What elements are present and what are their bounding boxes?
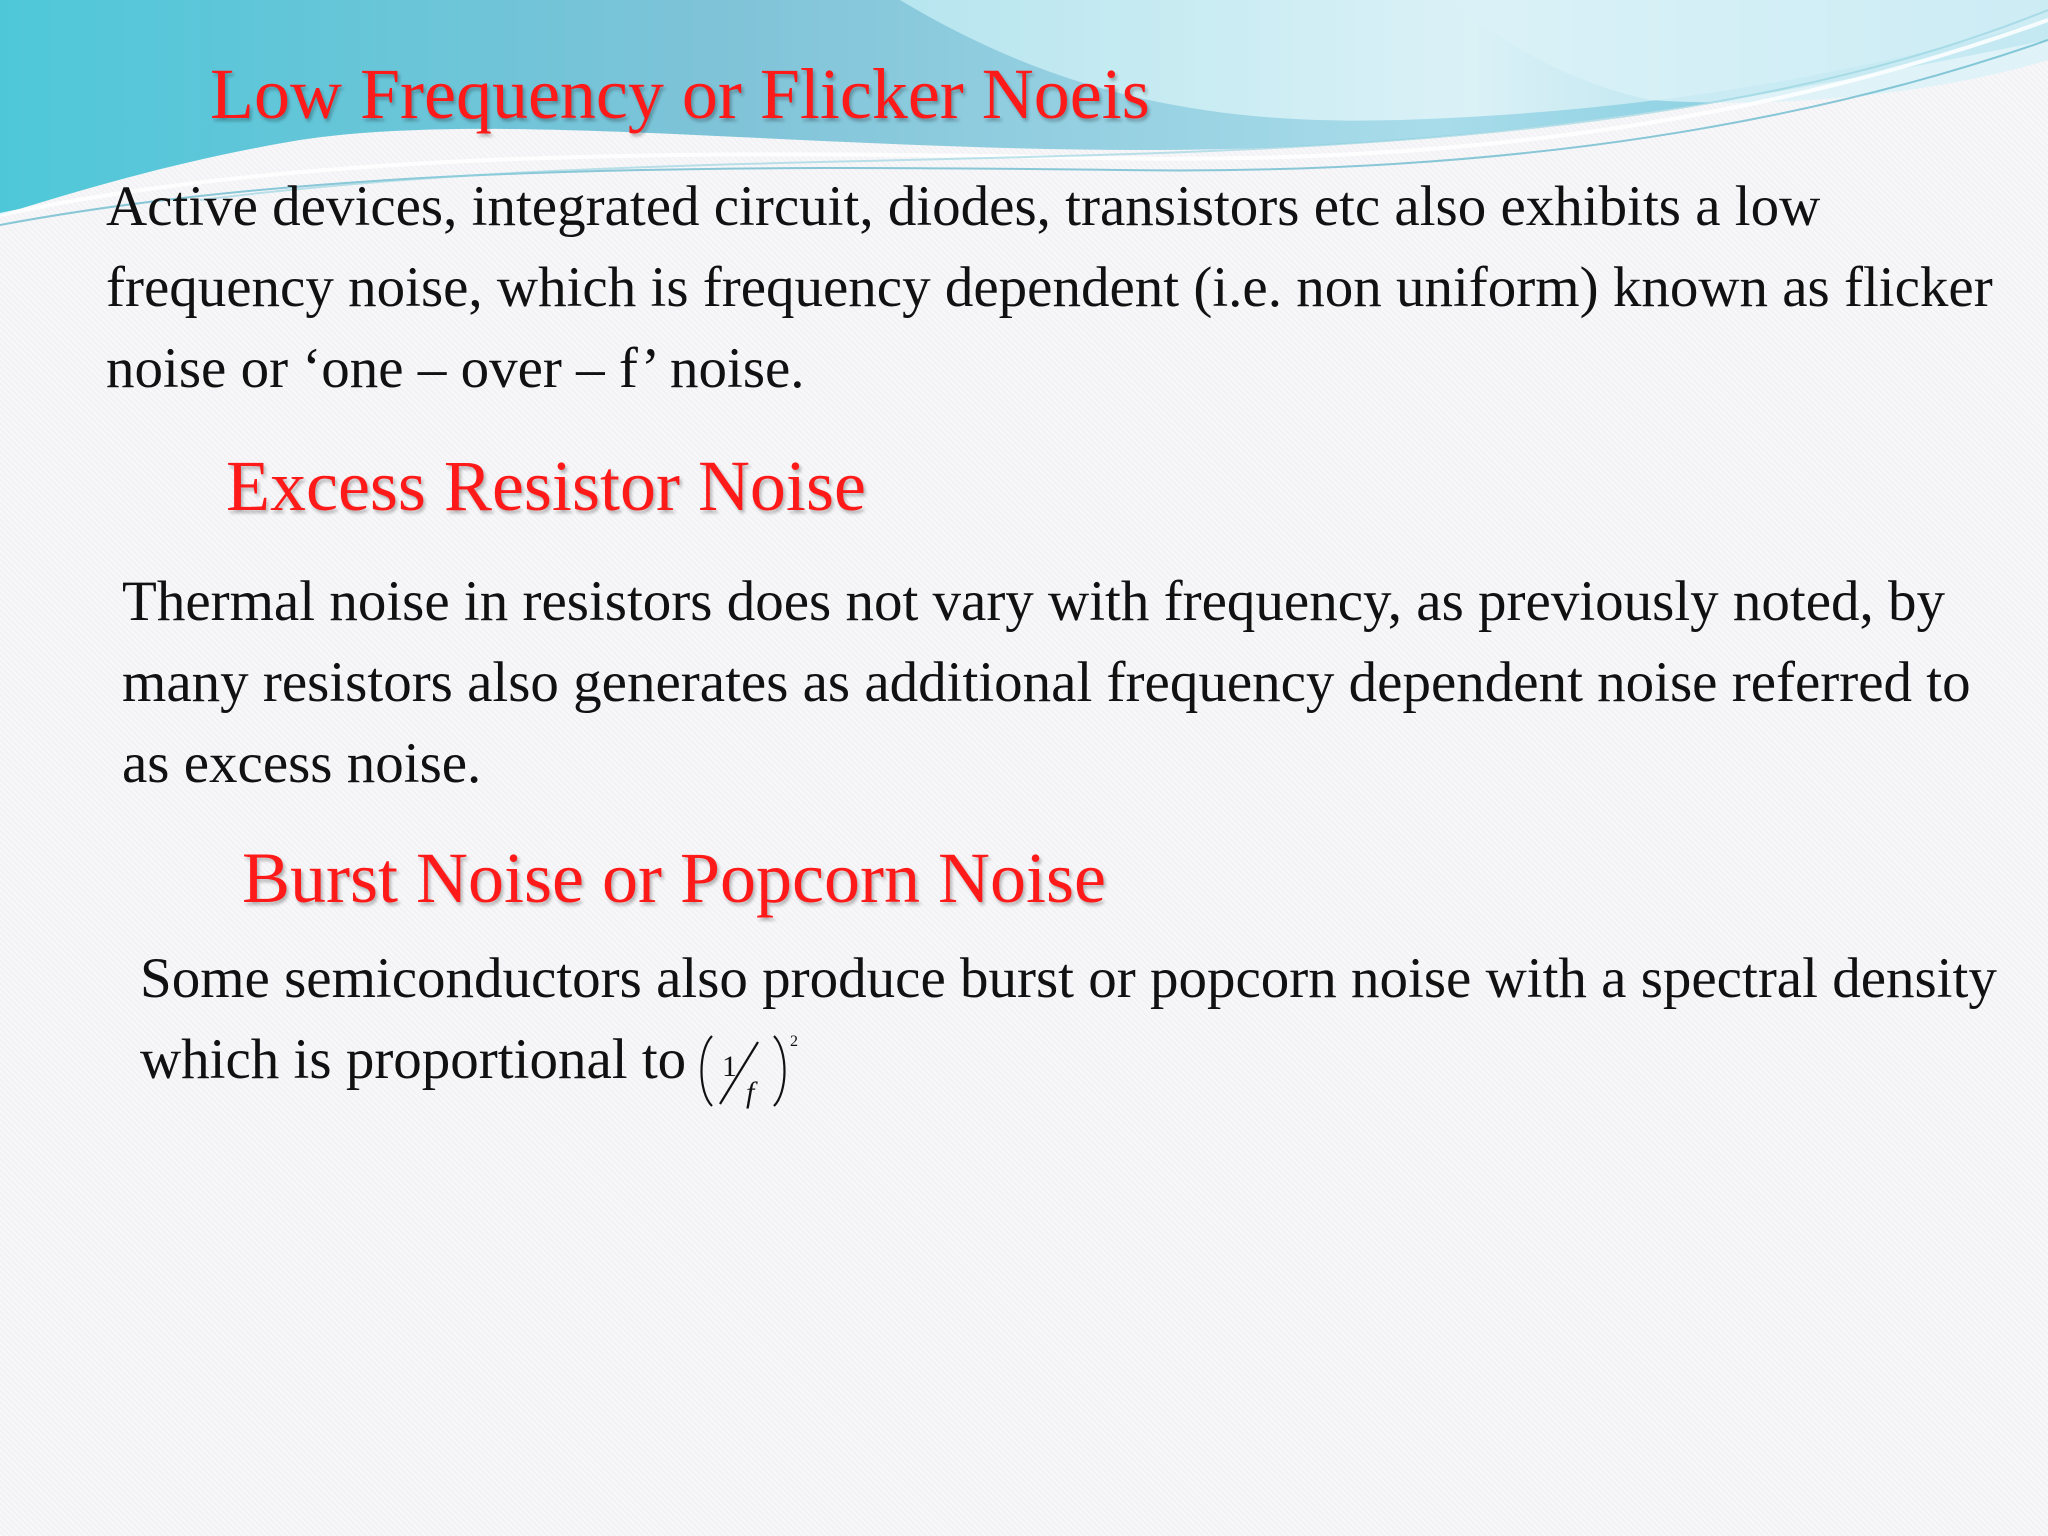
burst-noise-text: Some semiconductors also produce burst or popcorn noise with a spectral density which is proportional to (140, 947, 1997, 1091)
formula-denominator: f (746, 1076, 755, 1109)
formula-numerator: 1 (722, 1050, 738, 1083)
left-paren (702, 1036, 713, 1106)
right-paren (774, 1036, 785, 1106)
heading-burst-noise: Burst Noise or Popcorn Noise (242, 838, 1106, 918)
heading-excess-resistor-noise: Excess Resistor Noise (226, 446, 866, 526)
paragraph-flicker-noise: Active devices, integrated circuit, diodes, transistors etc also exhibits a low frequency noise, which is frequency dependent (i.e. non uniform) known as flicker noise or ‘one – over – f’ noise. (106, 175, 1993, 400)
formula-exponent: 2 (790, 1033, 799, 1050)
paragraph-burst-noise (140, 938, 2020, 1112)
formula-one-over-f-squared (692, 1030, 804, 1112)
heading-flicker-noise: Low Frequency or Flicker Noeis (210, 54, 1150, 134)
paragraph-excess-resistor-noise: Thermal noise in resistors does not vary with frequency, as previously noted, by many resistors also generates as additional frequency dependent noise referred to as excess noise. (122, 570, 1971, 795)
